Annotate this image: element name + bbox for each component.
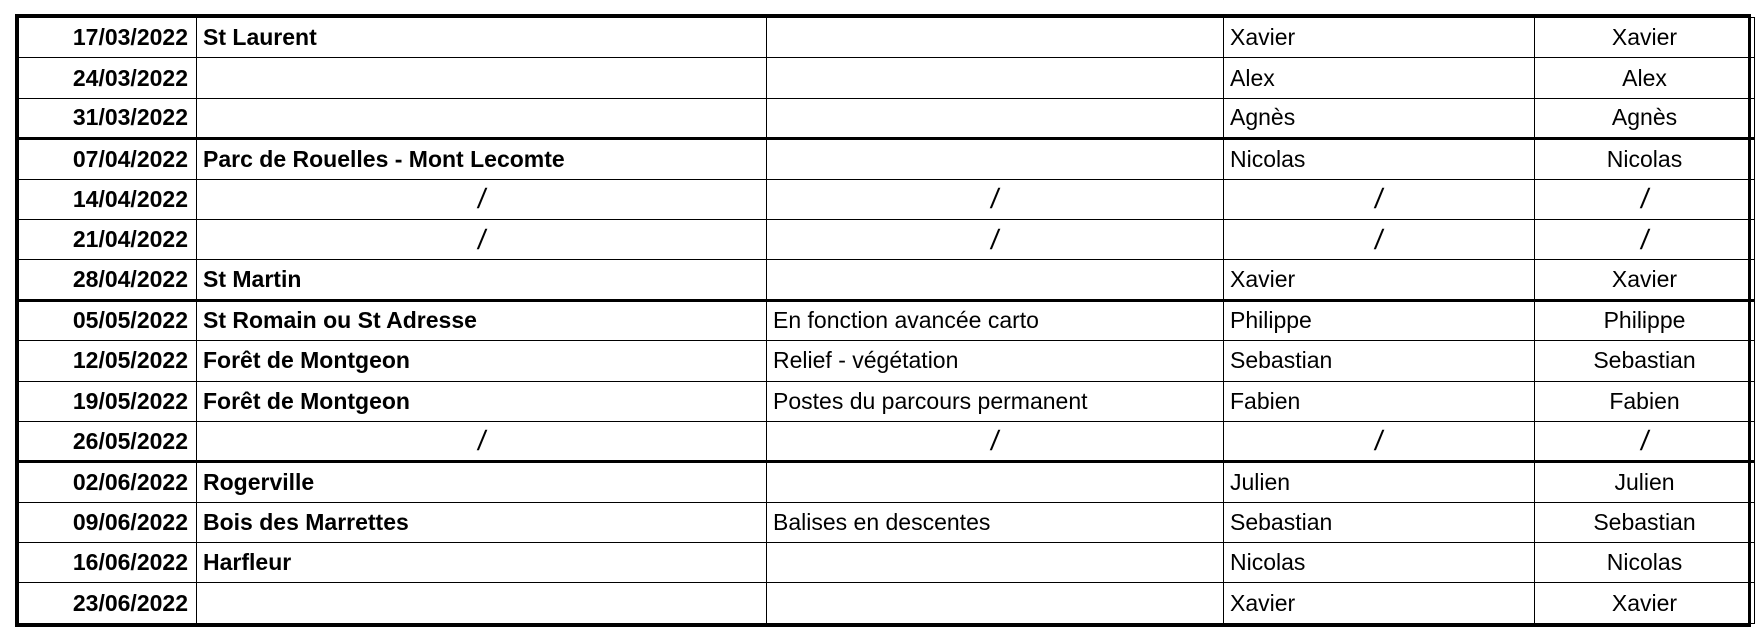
date-cell: 26/05/2022 xyxy=(19,421,197,461)
place-cell: Forêt de Montgeon xyxy=(197,381,767,421)
slash-mark: / xyxy=(475,223,488,255)
theme-cell xyxy=(767,58,1224,98)
slash-mark: / xyxy=(475,183,488,215)
person2-cell: Agnès xyxy=(1535,98,1755,138)
person1-cell: Nicolas xyxy=(1224,139,1535,179)
person1-cell: Nicolas xyxy=(1224,543,1535,583)
theme-cell: Postes du parcours permanent xyxy=(767,381,1224,421)
date-cell: 12/05/2022 xyxy=(19,341,197,381)
person1-cell xyxy=(1224,179,1535,219)
slash-mark: / xyxy=(1373,425,1386,457)
table-row xyxy=(19,219,1755,259)
person2-cell: Sebastian xyxy=(1535,502,1755,542)
person2-cell: Xavier xyxy=(1535,18,1755,58)
date-cell: 19/05/2022 xyxy=(19,381,197,421)
table-row xyxy=(19,502,1755,542)
slash-mark: / xyxy=(1638,183,1651,215)
table-row xyxy=(19,421,1755,461)
schedule-table xyxy=(18,17,1755,624)
person2-cell: Julien xyxy=(1535,462,1755,502)
place-cell: Forêt de Montgeon xyxy=(197,341,767,381)
theme-cell: Relief - végétation xyxy=(767,341,1224,381)
theme-cell xyxy=(767,543,1224,583)
person2-cell xyxy=(1535,179,1755,219)
theme-cell: Balises en descentes xyxy=(767,502,1224,542)
theme-cell xyxy=(767,421,1224,461)
slash-mark: / xyxy=(1373,223,1386,255)
date-cell: 14/04/2022 xyxy=(19,179,197,219)
table-row xyxy=(19,139,1755,179)
person2-cell: Xavier xyxy=(1535,260,1755,300)
place-cell xyxy=(197,583,767,624)
person2-cell: Philippe xyxy=(1535,300,1755,340)
person1-cell: Agnès xyxy=(1224,98,1535,138)
slash-mark: / xyxy=(1638,425,1651,457)
person1-cell: Philippe xyxy=(1224,300,1535,340)
person1-cell: Xavier xyxy=(1224,18,1535,58)
person2-cell xyxy=(1535,219,1755,259)
theme-cell xyxy=(767,139,1224,179)
table-row xyxy=(19,98,1755,138)
theme-cell xyxy=(767,583,1224,624)
person1-cell: Fabien xyxy=(1224,381,1535,421)
table-row xyxy=(19,583,1755,624)
table-row xyxy=(19,58,1755,98)
slash-mark: / xyxy=(1638,223,1651,255)
person2-cell: Fabien xyxy=(1535,381,1755,421)
place-cell: Bois des Marrettes xyxy=(197,502,767,542)
place-cell xyxy=(197,421,767,461)
person2-cell: Nicolas xyxy=(1535,543,1755,583)
date-cell: 31/03/2022 xyxy=(19,98,197,138)
date-cell: 07/04/2022 xyxy=(19,139,197,179)
person1-cell xyxy=(1224,421,1535,461)
slash-mark: / xyxy=(1373,183,1386,215)
date-cell: 05/05/2022 xyxy=(19,300,197,340)
slash-mark: / xyxy=(989,183,1002,215)
person1-cell: Sebastian xyxy=(1224,502,1535,542)
place-cell: Harfleur xyxy=(197,543,767,583)
schedule-sheet xyxy=(15,14,1751,627)
person1-cell xyxy=(1224,219,1535,259)
person1-cell: Sebastian xyxy=(1224,341,1535,381)
table-row xyxy=(19,341,1755,381)
place-cell: Parc de Rouelles - Mont Lecomte xyxy=(197,139,767,179)
person2-cell: Xavier xyxy=(1535,583,1755,624)
schedule-body xyxy=(19,18,1755,624)
person1-cell: Xavier xyxy=(1224,583,1535,624)
date-cell: 09/06/2022 xyxy=(19,502,197,542)
table-row xyxy=(19,260,1755,300)
place-cell xyxy=(197,98,767,138)
place-cell xyxy=(197,219,767,259)
table-row xyxy=(19,179,1755,219)
person1-cell: Alex xyxy=(1224,58,1535,98)
date-cell: 02/06/2022 xyxy=(19,462,197,502)
table-row xyxy=(19,300,1755,340)
slash-mark: / xyxy=(475,425,488,457)
theme-cell xyxy=(767,179,1224,219)
theme-cell xyxy=(767,260,1224,300)
place-cell: St Martin xyxy=(197,260,767,300)
person1-cell: Xavier xyxy=(1224,260,1535,300)
theme-cell xyxy=(767,219,1224,259)
person2-cell xyxy=(1535,421,1755,461)
place-cell xyxy=(197,179,767,219)
table-row xyxy=(19,462,1755,502)
person2-cell: Nicolas xyxy=(1535,139,1755,179)
slash-mark: / xyxy=(989,223,1002,255)
date-cell: 23/06/2022 xyxy=(19,583,197,624)
place-cell: St Laurent xyxy=(197,18,767,58)
table-row xyxy=(19,381,1755,421)
slash-mark: / xyxy=(989,425,1002,457)
place-cell: St Romain ou St Adresse xyxy=(197,300,767,340)
place-cell: Rogerville xyxy=(197,462,767,502)
theme-cell: En fonction avancée carto xyxy=(767,300,1224,340)
date-cell: 28/04/2022 xyxy=(19,260,197,300)
person2-cell: Alex xyxy=(1535,58,1755,98)
date-cell: 21/04/2022 xyxy=(19,219,197,259)
place-cell xyxy=(197,58,767,98)
person2-cell: Sebastian xyxy=(1535,341,1755,381)
theme-cell xyxy=(767,18,1224,58)
date-cell: 16/06/2022 xyxy=(19,543,197,583)
table-row xyxy=(19,18,1755,58)
date-cell: 24/03/2022 xyxy=(19,58,197,98)
theme-cell xyxy=(767,98,1224,138)
table-row xyxy=(19,543,1755,583)
theme-cell xyxy=(767,462,1224,502)
person1-cell: Julien xyxy=(1224,462,1535,502)
date-cell: 17/03/2022 xyxy=(19,18,197,58)
